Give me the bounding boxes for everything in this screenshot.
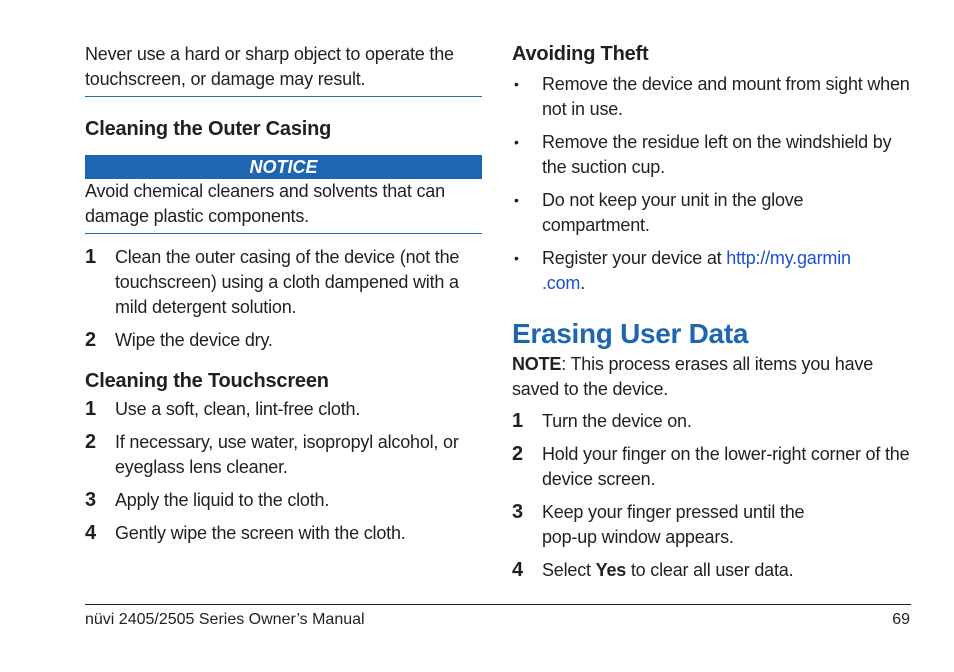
yes-label: Yes (595, 560, 627, 580)
manual-title: nüvi 2405/2505 Series Owner’s Manual (85, 611, 365, 628)
bullet-icon: • (514, 192, 519, 208)
note-text: : This process erases all items you have saved to the device. (512, 354, 874, 399)
list-item (512, 130, 912, 180)
step-item (85, 488, 482, 513)
notice-banner: NOTICE (85, 155, 482, 179)
step-number: 3 (85, 489, 97, 511)
step-text: Gently wipe the screen with the cloth. (115, 523, 406, 543)
page-number: 69 (892, 611, 910, 628)
erasing-user-data-heading: Erasing User Data (512, 318, 749, 349)
touchscreen-steps (85, 397, 482, 546)
step-item (85, 328, 482, 353)
step-item (85, 521, 482, 546)
list-item-text: Remove the device and mount from sight when not in use. (542, 74, 910, 119)
touchscreen-warning: Never use a hard or sharp object to operate the touchscreen, or damage may result. (85, 44, 454, 89)
outer-casing-steps (85, 245, 482, 353)
footer-divider (85, 604, 911, 605)
notice-text: Avoid chemical cleaners and solvents that can damage plastic components. (85, 181, 445, 226)
list-item (512, 72, 912, 122)
garmin-register-link[interactable]: http://my.garmin .com (542, 248, 851, 293)
section-divider (85, 96, 482, 97)
step-text: Clean the outer casing of the device (not the touchscreen) using a cloth dampened with a mild detergent solution. (115, 247, 460, 317)
step-text: Apply the liquid to the cloth. (115, 490, 330, 510)
step-item (512, 409, 912, 434)
step-item (85, 430, 482, 480)
list-item-text: Do not keep your unit in the glove compartment. (542, 190, 804, 235)
step-item (512, 558, 912, 583)
step-text: Use a soft, clean, lint-free cloth. (115, 399, 361, 419)
list-item-text (542, 246, 912, 296)
touchscreen-heading: Cleaning the Touchscreen (85, 370, 329, 392)
theft-list (512, 72, 912, 296)
left-column (85, 0, 482, 546)
bullet-icon: • (514, 134, 519, 150)
step-number: 4 (512, 559, 524, 581)
notice-divider (85, 233, 482, 234)
step-item (512, 442, 912, 492)
step-number: 1 (85, 398, 97, 420)
bullet-icon: • (514, 250, 519, 266)
step-number: 1 (85, 246, 97, 268)
note-label: NOTE (512, 354, 562, 374)
register-prefix: Register your device at (542, 248, 727, 268)
step-number: 2 (85, 329, 97, 351)
step-text: If necessary, use water, isopropyl alcohol, or eyeglass lens cleaner. (115, 432, 459, 477)
register-suffix: . (580, 273, 586, 293)
step-item (85, 245, 482, 320)
theft-heading: Avoiding Theft (512, 43, 649, 65)
step-number: 1 (512, 410, 524, 432)
outer-casing-heading: Cleaning the Outer Casing (85, 118, 332, 140)
step-number: 3 (512, 501, 524, 523)
right-column (512, 0, 912, 583)
step-text: Wipe the device dry. (115, 330, 273, 350)
erase-steps (512, 409, 912, 583)
list-item (512, 246, 912, 296)
list-item-text: Remove the residue left on the windshield by the suction cup. (542, 132, 892, 177)
step-number: 4 (85, 522, 97, 544)
list-item (512, 188, 912, 238)
step-item (85, 397, 482, 422)
step-text: Hold your finger on the lower-right corner of the device screen. (542, 444, 910, 489)
step-text: Select Yes to clear all user data. (542, 560, 794, 580)
step-number: 2 (512, 443, 524, 465)
step-item (512, 500, 912, 550)
bullet-icon: • (514, 76, 519, 92)
step-number: 2 (85, 431, 97, 453)
step-text: Turn the device on. (542, 411, 692, 431)
step-text: Keep your finger pressed until the pop-up window appears. (542, 502, 805, 547)
erase-note (512, 352, 912, 402)
